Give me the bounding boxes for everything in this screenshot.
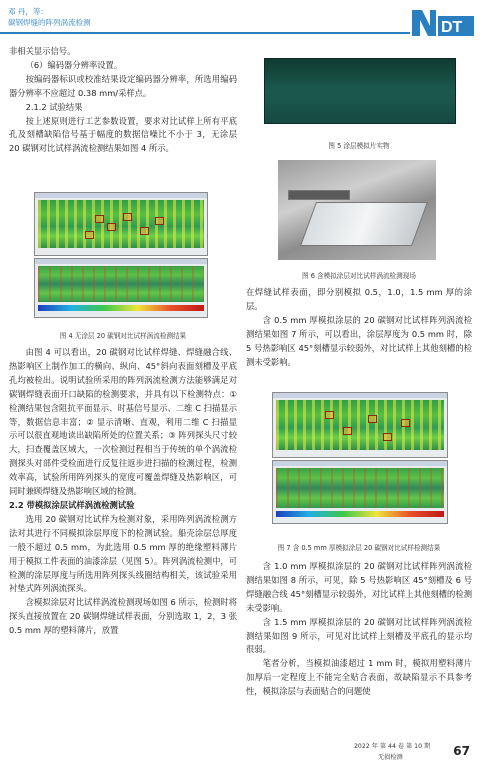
figure-6-caption: 图 6 含模拟涂层对比试样涡流检测现场 [302,272,416,280]
paragraph: 含模拟涂层对比试样涡流检测现场如图 6 所示，检测时将探头直接放置在 20 碳钢焊缝试样表面，分别选取 1，2，3 张 0.5 mm 厚的塑料薄片，放置 [9,597,237,636]
paragraph: 由图 4 可以看出，20 碳钢对比试样焊缝、焊缝融合线、热影响区上制作加工的横向、纵向、45°斜向表面刻槽及平底孔均被检出。说明试验所采用的阵列涡流检测方法能够满足对碳钢焊缝表面开口缺陷的检测要求，并具有以下检测特点：① 检测结果包含阻抗平面显示、时基信号显示、二维 C 扫描显示等，数据信息丰富；② 显示清晰、直观，利用二维 C 扫描显示可以很直观地读出缺陷所处的位置关系；③ 阵列探头尺寸较大，扫查覆盖区域大，一次检测过程相当于传统的单个涡流检测探头对部件受检面进行反复往返步进扫描的检测过程，检测效率高，试验所用阵列探头的宽度可覆盖焊缝及热影响区，可同时兼顾焊缝及热影响区域的检测。 [9,347,237,497]
paragraph: 按编码器标识或校准结果设定编码器分辨率，所选用编码器分辨率不应超过 0.38 mm/采样点。 [9,73,237,98]
section-heading: 2.2 带模拟涂层试样涡流检测试验 [9,499,135,510]
paragraph: 含 1.0 mm 厚模拟涂层的 20 碳钢对比试样阵列涡流检测结果如图 8 所示，可见，除 5 号热影响区 45°刻槽及 6 号焊缝融合线 45°刻槽显示较弱外，对比试样上其他刻槽的检测未受影响。 [246,561,472,613]
header-rule [0,32,410,34]
paragraph: 选用 20 碳钢对比试样为检测对象，采用阵列涡流检测方法对其进行不同模拟涂层厚度下的检测试验。船壳涂层总厚度一般不超过 0.5 mm，为此选用 0.5 mm 厚的绝缘塑料薄片用于模拟工件表面的油漆涂层（见图 5）。阵列涡流检测中，可检测的涂层厚度与所选用阵列探头线圈结构相关，该试验采用衬垫式阵列涡流探头。 [9,513,237,594]
header-authors: 邓 丹，等： [8,7,48,16]
figure-5-photo [264,58,456,124]
right-column-mid [246,286,472,369]
figure-4-bottom-panel [34,258,208,318]
figure-4-top-panel [34,192,208,256]
svg-text:DT: DT [441,19,463,36]
right-column-bottom [246,560,472,699]
figure-7-caption: 图 7 含 0.5 mm 厚模拟涂层 20 碳钢对比试样检测结果 [277,544,441,552]
figure-7-bottom-panel [272,460,448,524]
figure-6-photo [278,160,436,260]
figure-5-caption: 图 5 涂层模拟片实物 [328,142,390,150]
figure-7-top-panel [272,392,448,458]
page-number: 67 [453,744,470,758]
figure-4-caption: 图 4 无涂层 20 碳钢对比试样涡流检测结果 [59,332,187,340]
paragraph: 按上述原则进行工艺参数设置，要求对比试样上所有平底孔及刻槽缺陷信号基于幅度的数据信噪比不小于 3，无涂层 20 碳钢对比试样涡流检测结果如图 4 所示。 [9,115,237,154]
header-title: 碳钢焊缝的阵列涡流检测 [8,18,91,27]
paragraph: 笔者分析，当模拟油漆超过 1 mm 时，模拟用塑料薄片加厚后一定程度上不能完全贴合表面，故缺陷显示不具参考性，模拟涂层与表面贴合的问题使 [246,658,472,697]
ndt-logo [412,6,474,40]
paragraph: 含 1.5 mm 厚模拟涂层的 20 碳钢对比试样阵列涡流检测结果如图 9 所示，可见对比试样上刻槽及平底孔的显示均很弱。 [246,616,472,655]
subsection-heading: 2.1.2 试验结果 [25,101,83,112]
left-column-top [9,45,237,156]
paragraph: 在焊缝试样表面，即分别模拟 0.5，1.0，1.5 mm 厚的涂层。 [246,287,472,311]
left-column-bottom [9,346,237,638]
paragraph: （6）编码器分辨率设置。 [25,59,123,70]
journal-name: 无损检测 [378,754,403,761]
paragraph: 含 0.5 mm 厚模拟涂层的 20 碳钢对比试样阵列涡流检测结果如图 7 所示，可以看出，涂层厚度为 0.5 mm 时，除 5 号热影响区 45°刻槽显示较弱外，对比试样上其他刻槽的检测未受影响。 [246,314,472,367]
issue-info: 2022 年 第 44 卷 第 10 期 [354,743,431,750]
paragraph: 非相关显示信号。 [9,46,76,56]
